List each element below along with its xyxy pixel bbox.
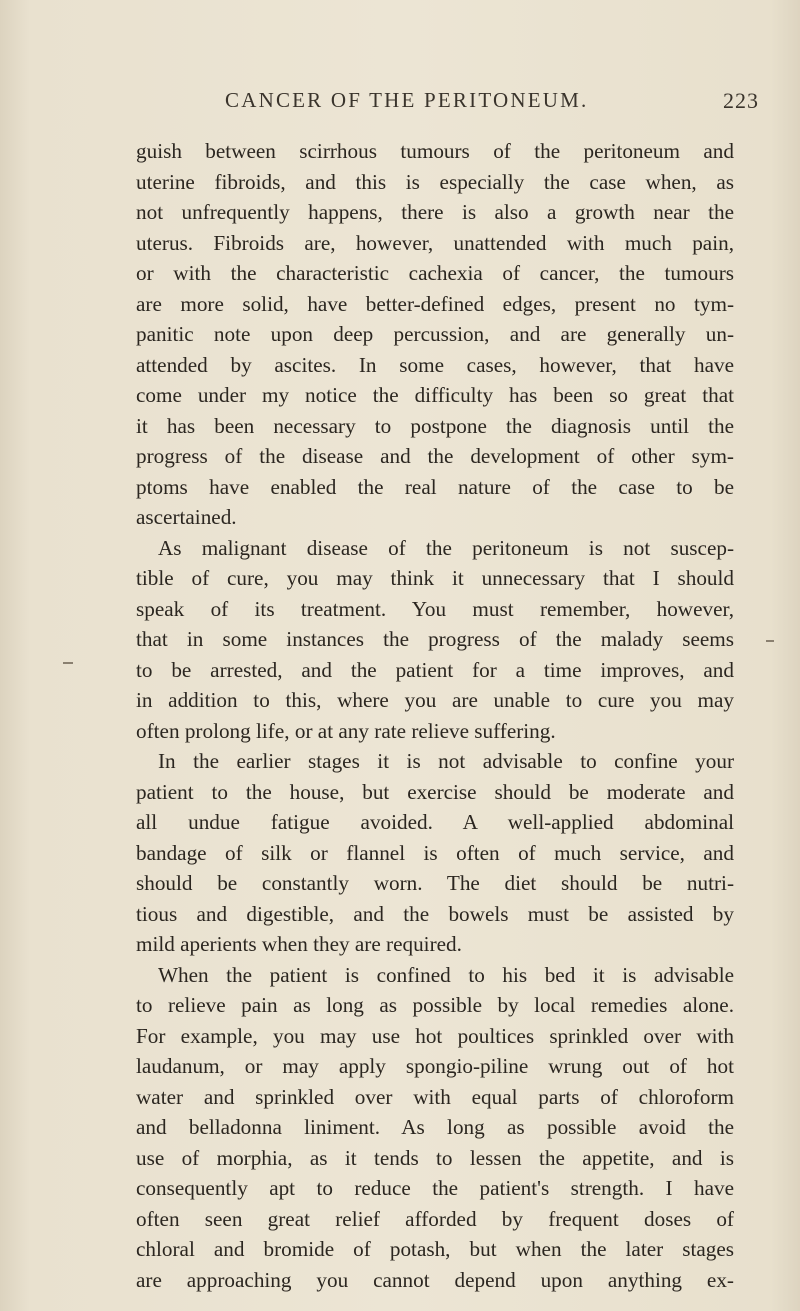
- text-line: patient to the house, but exercise should be moderate and: [136, 779, 734, 804]
- text-line: use of morphia, as it tends to lessen the appetite, and is: [136, 1145, 734, 1170]
- text-line: often seen great relief afforded by frequent doses of: [136, 1206, 734, 1231]
- text-line: are approaching you cannot depend upon anything ex-: [136, 1267, 734, 1292]
- text-line: progress of the disease and the development of other sym-: [136, 444, 734, 468]
- text-line: panitic note upon deep percussion, and are generally un-: [136, 322, 734, 346]
- text-line: and belladonna liniment. As long as possible avoid the: [136, 1115, 734, 1139]
- text-line: guish between scirrhous tumours of the peritoneum and: [136, 139, 734, 163]
- running-title: CANCER OF THE PERITONEUM.: [225, 88, 589, 112]
- text-line: tious and digestible, and the bowels must be assisted by: [136, 901, 734, 926]
- text-line: For example, you may use hot poultices sprinkled over with: [136, 1023, 734, 1048]
- text-line: bandage of silk or flannel is often of much service, and: [136, 840, 734, 865]
- margin-speck: [766, 640, 774, 642]
- text-line: uterine fibroids, and this is especially the case when, as: [136, 169, 734, 194]
- body-text: [136, 136, 736, 1295]
- text-line: attended by ascites. In some cases, however, that have: [136, 352, 734, 377]
- text-line: in addition to this, where you are unable to cure you may: [136, 688, 734, 712]
- text-line: come under my notice the difficulty has been so great that: [136, 383, 734, 407]
- text-line: In the earlier stages it is not advisable to confine your: [158, 749, 734, 773]
- text-line: ascertained.: [136, 505, 237, 529]
- text-line: or with the characteristic cachexia of cancer, the tumours: [136, 261, 734, 285]
- text-line: speak of its treatment. You must remember, however,: [136, 596, 734, 621]
- page-number: 223: [723, 88, 759, 113]
- text-line: tible of cure, you may think it unnecessary that I should: [136, 566, 734, 590]
- text-line: it has been necessary to postpone the diagnosis until the: [136, 413, 734, 438]
- text-line: mild aperients when they are required.: [136, 932, 462, 956]
- running-head: [0, 88, 800, 118]
- text-line: chloral and bromide of potash, but when the later stages: [136, 1237, 734, 1261]
- margin-speck: [63, 662, 73, 664]
- text-line: laudanum, or may apply spongio-piline wrung out of hot: [136, 1054, 734, 1078]
- text-line: consequently apt to reduce the patient's strength. I have: [136, 1176, 734, 1200]
- text-line: that in some instances the progress of the malady seems: [136, 627, 734, 651]
- text-line: uterus. Fibroids are, however, unattended with much pain,: [136, 230, 734, 255]
- text-line: water and sprinkled over with equal parts of chloroform: [136, 1084, 734, 1109]
- text-line: not unfrequently happens, there is also a growth near the: [136, 200, 734, 224]
- text-line: should be constantly worn. The diet should be nutri-: [136, 871, 734, 895]
- text-line: are more solid, have better-defined edges, present no tym-: [136, 291, 734, 316]
- text-line: all undue fatigue avoided. A well-applied abdominal: [136, 810, 734, 834]
- text-line: ptoms have enabled the real nature of the case to be: [136, 474, 734, 499]
- text-line: often prolong life, or at any rate relieve suffering.: [136, 718, 556, 743]
- text-line: When the patient is confined to his bed it is advisable: [158, 962, 734, 987]
- text-line: to relieve pain as long as possible by local remedies alone.: [136, 993, 734, 1017]
- text-line: to be arrested, and the patient for a time improves, and: [136, 657, 734, 682]
- text-line: As malignant disease of the peritoneum is not suscep-: [158, 535, 734, 560]
